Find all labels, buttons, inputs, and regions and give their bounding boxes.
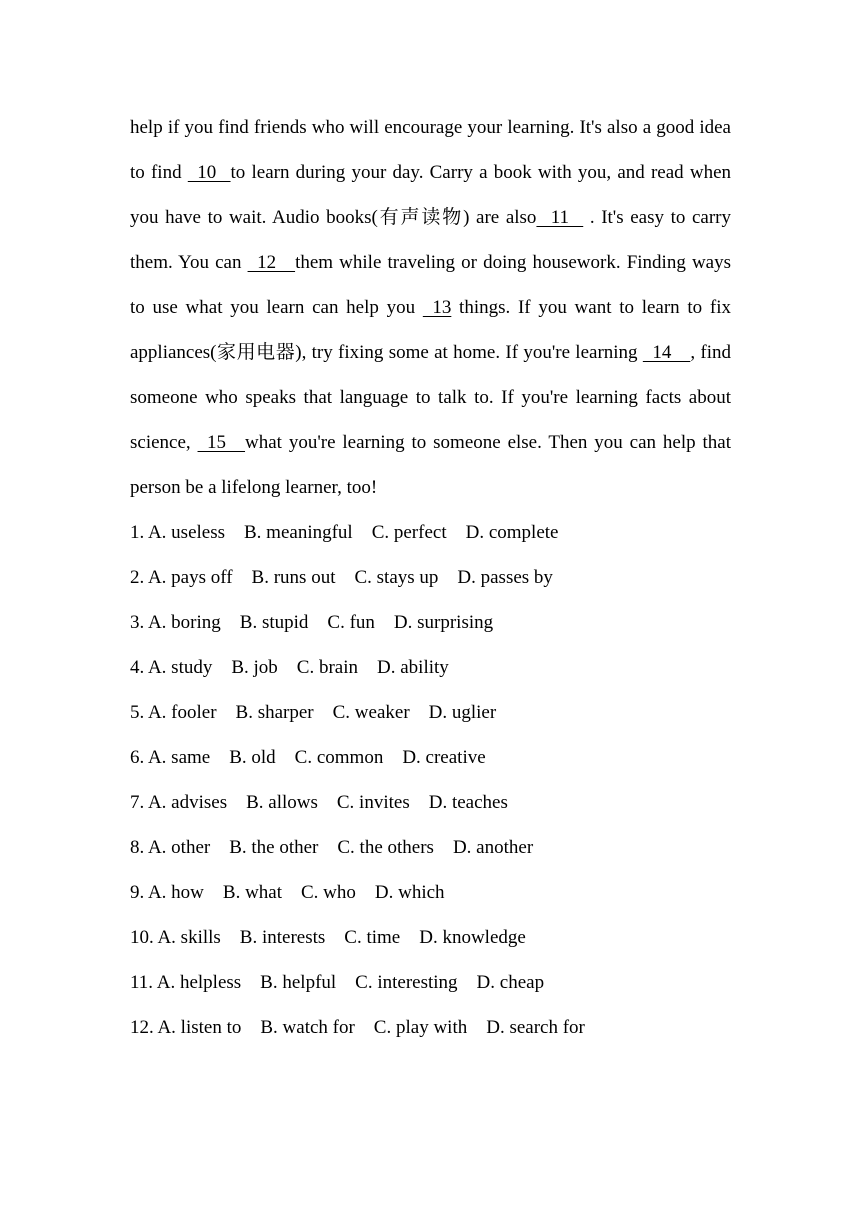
- question-option-line: 5. A. fooler B. sharper C. weaker D. uglier: [130, 702, 497, 723]
- blank-11: 11: [536, 207, 584, 228]
- question-option-line: 2. A. pays off B. runs out C. stays up D. passes by: [130, 567, 553, 588]
- question-option-line: 4. A. study B. job C. brain D. ability: [130, 657, 449, 678]
- question-option-line: 9. A. how B. what C. who D. which: [130, 882, 445, 903]
- passage-text: help if you find friends who will encourage your learning. It's also a good idea to find: [130, 117, 731, 183]
- blank-12: 12: [247, 252, 296, 273]
- passage-text: . It's easy to carry them. You can: [130, 207, 731, 273]
- passage-text: what you're learning to someone else. Then you can help that person be a lifelong learner, too!: [130, 432, 731, 498]
- passage-text: them while traveling or doing housework. Finding ways to use what you learn can help you: [130, 252, 731, 318]
- question-option-line: 7. A. advises B. allows C. invites D. teaches: [130, 792, 508, 813]
- question-option-line: 12. A. listen to B. watch for C. play with D. search for: [130, 1017, 585, 1038]
- blank-14: 14: [642, 342, 691, 363]
- question-option-line: 11. A. helpless B. helpful C. interesting D. cheap: [130, 972, 545, 993]
- question-option-line: 10. A. skills B. interests C. time D. knowledge: [130, 927, 526, 948]
- blank-10: 10: [187, 162, 231, 183]
- answer-options-list: [130, 510, 731, 1050]
- passage-paragraph: [130, 105, 731, 510]
- passage-text: things. If you want to learn to fix appliances(家用电器), try fixing some at home. If you're learning: [130, 297, 731, 363]
- passage-text: , find someone who speaks that language to talk to. If you're learning facts about science,: [130, 342, 731, 453]
- question-option-line: 8. A. other B. the other C. the others D. another: [130, 837, 534, 858]
- document-page: [130, 105, 731, 1050]
- question-option-line: 1. A. useless B. meaningful C. perfect D. complete: [130, 522, 559, 543]
- passage-text: to learn during your day. Carry a book with you, and read when you have to wait. Audio books(有声读物) are also: [130, 162, 731, 228]
- blank-13: 13: [422, 297, 452, 318]
- blank-15: 15: [197, 432, 246, 453]
- question-option-line: 3. A. boring B. stupid C. fun D. surprising: [130, 612, 494, 633]
- question-option-line: 6. A. same B. old C. common D. creative: [130, 747, 486, 768]
